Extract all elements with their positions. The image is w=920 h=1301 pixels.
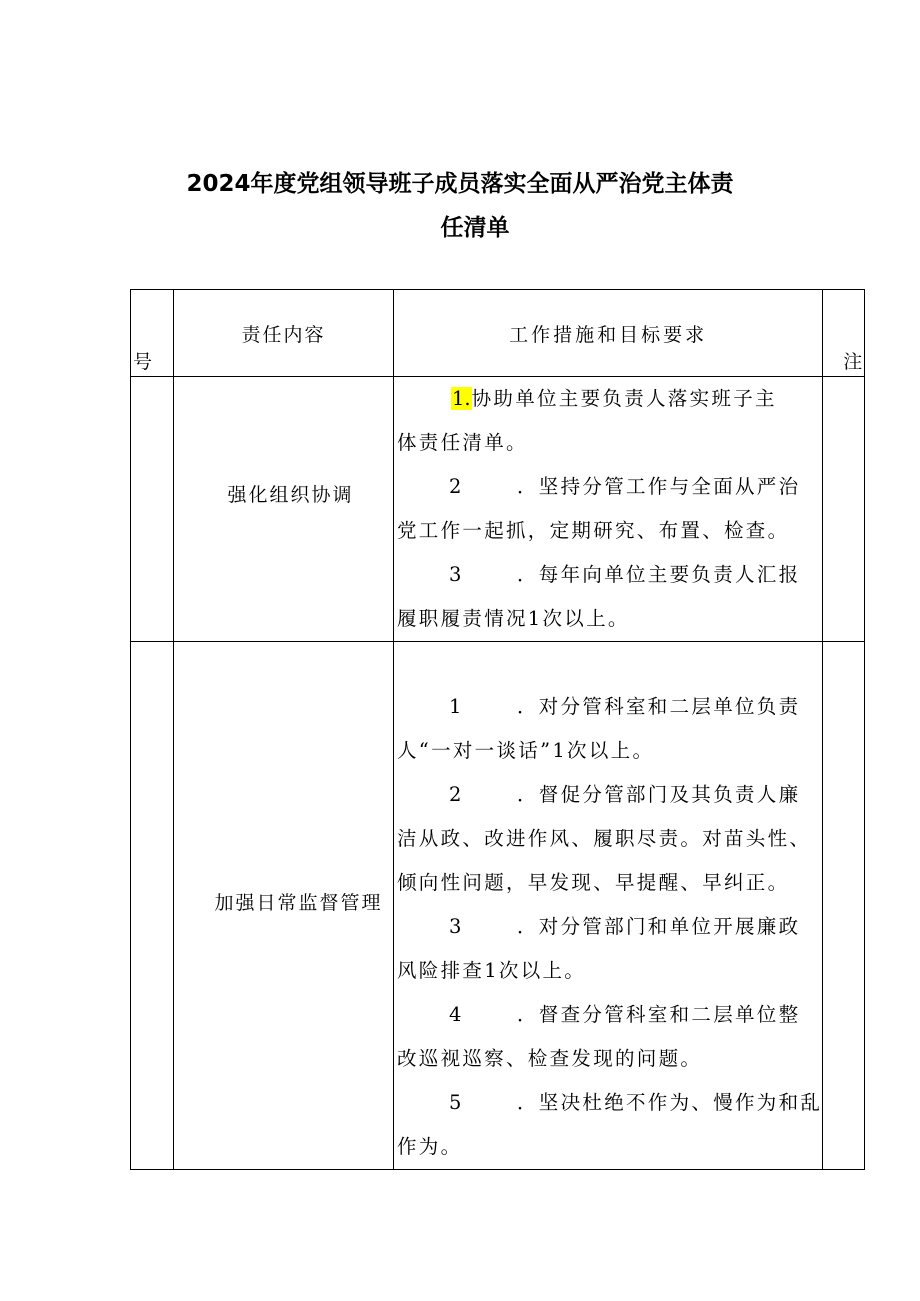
row-note-cell	[823, 377, 865, 642]
measure-line: 履职履责情况1次以上。	[397, 607, 630, 630]
row-no-cell	[131, 642, 174, 1170]
measure-text: ．坚决杜绝不作为、慢作为和乱	[517, 1091, 823, 1114]
measure-text: ．每年向单位主要负责人汇报	[517, 563, 801, 586]
measure-item	[397, 905, 822, 993]
measure-item	[397, 553, 822, 641]
table-row	[131, 642, 865, 1170]
measure-line: 作为。	[397, 1135, 463, 1158]
responsibility-content: 强化组织协调	[227, 484, 354, 506]
measures-list	[394, 642, 822, 1169]
measure-number: 2	[449, 783, 462, 806]
measure-line: 洁从政、改进作风、履职尽责。对苗头性、	[397, 827, 812, 850]
table-header-row	[131, 290, 865, 377]
measure-line	[397, 377, 822, 421]
measure-line: 体责任清单。	[397, 431, 528, 454]
header-cell-content	[174, 290, 394, 377]
measure-text: ．对分管科室和二层单位负责	[517, 695, 801, 718]
row-measures-cell	[394, 642, 823, 1170]
row-content-cell	[174, 642, 394, 1170]
measures-list	[394, 377, 822, 641]
title-line-1: 2024年度党组领导班子成员落实全面从严治党主体责	[186, 171, 734, 197]
row-content-cell	[174, 377, 394, 642]
row-no-cell	[131, 377, 174, 642]
measure-item	[397, 773, 822, 905]
highlight-mark: 1.	[452, 387, 471, 410]
row-measures-cell	[394, 377, 823, 642]
measure-line: 改巡视巡察、检查发现的问题。	[397, 1047, 703, 1070]
header-measures: 工作措施和目标要求	[509, 324, 708, 346]
measure-number: 3	[449, 915, 462, 938]
measure-line: 党工作一起抓，定期研究、布置、检查。	[397, 519, 790, 542]
measure-number	[397, 377, 472, 421]
measure-line: 人“一对一谈话”1次以上。	[397, 739, 655, 762]
measure-text: ．对分管部门和单位开展廉政	[517, 915, 801, 938]
header-content: 责任内容	[241, 324, 326, 346]
measure-item	[397, 685, 822, 773]
measure-line	[397, 465, 822, 509]
measure-item	[397, 993, 822, 1081]
responsibility-content: 加强日常监督管理	[214, 892, 383, 914]
measure-text: ．督查分管科室和二层单位整	[517, 1003, 801, 1026]
header-cell-no	[131, 290, 174, 377]
measure-line	[397, 553, 822, 597]
title-line-2: 任清单	[440, 215, 510, 241]
document-title	[0, 162, 920, 250]
measure-text: ．坚持分管工作与全面从严治	[517, 475, 801, 498]
measure-line	[397, 905, 822, 949]
measure-number: 2	[449, 475, 462, 498]
measure-line: 风险排查1次以上。	[397, 959, 587, 982]
header-cell-measures	[394, 290, 823, 377]
measure-line	[397, 773, 822, 817]
measure-item	[397, 377, 822, 465]
measure-item	[397, 1081, 822, 1169]
measure-number: 4	[449, 1003, 462, 1026]
measure-number: 5	[449, 1091, 462, 1114]
responsibility-table	[130, 289, 865, 1170]
header-note: 注	[843, 351, 863, 373]
measure-line	[397, 993, 822, 1037]
measure-line: 倾向性问题，早发现、早提醒、早纠正。	[397, 871, 790, 894]
measure-number: 3	[449, 563, 462, 586]
row-note-cell	[823, 642, 865, 1170]
measure-text: ．督促分管部门及其负责人廉	[517, 783, 801, 806]
table-row	[131, 377, 865, 642]
measure-line	[397, 685, 822, 729]
measure-item	[397, 465, 822, 553]
header-no: 号	[133, 351, 153, 373]
measure-text: 协助单位主要负责人落实班子主	[471, 387, 777, 410]
measure-line	[397, 1081, 822, 1125]
header-cell-note	[823, 290, 865, 377]
measure-number: 1	[449, 695, 462, 718]
